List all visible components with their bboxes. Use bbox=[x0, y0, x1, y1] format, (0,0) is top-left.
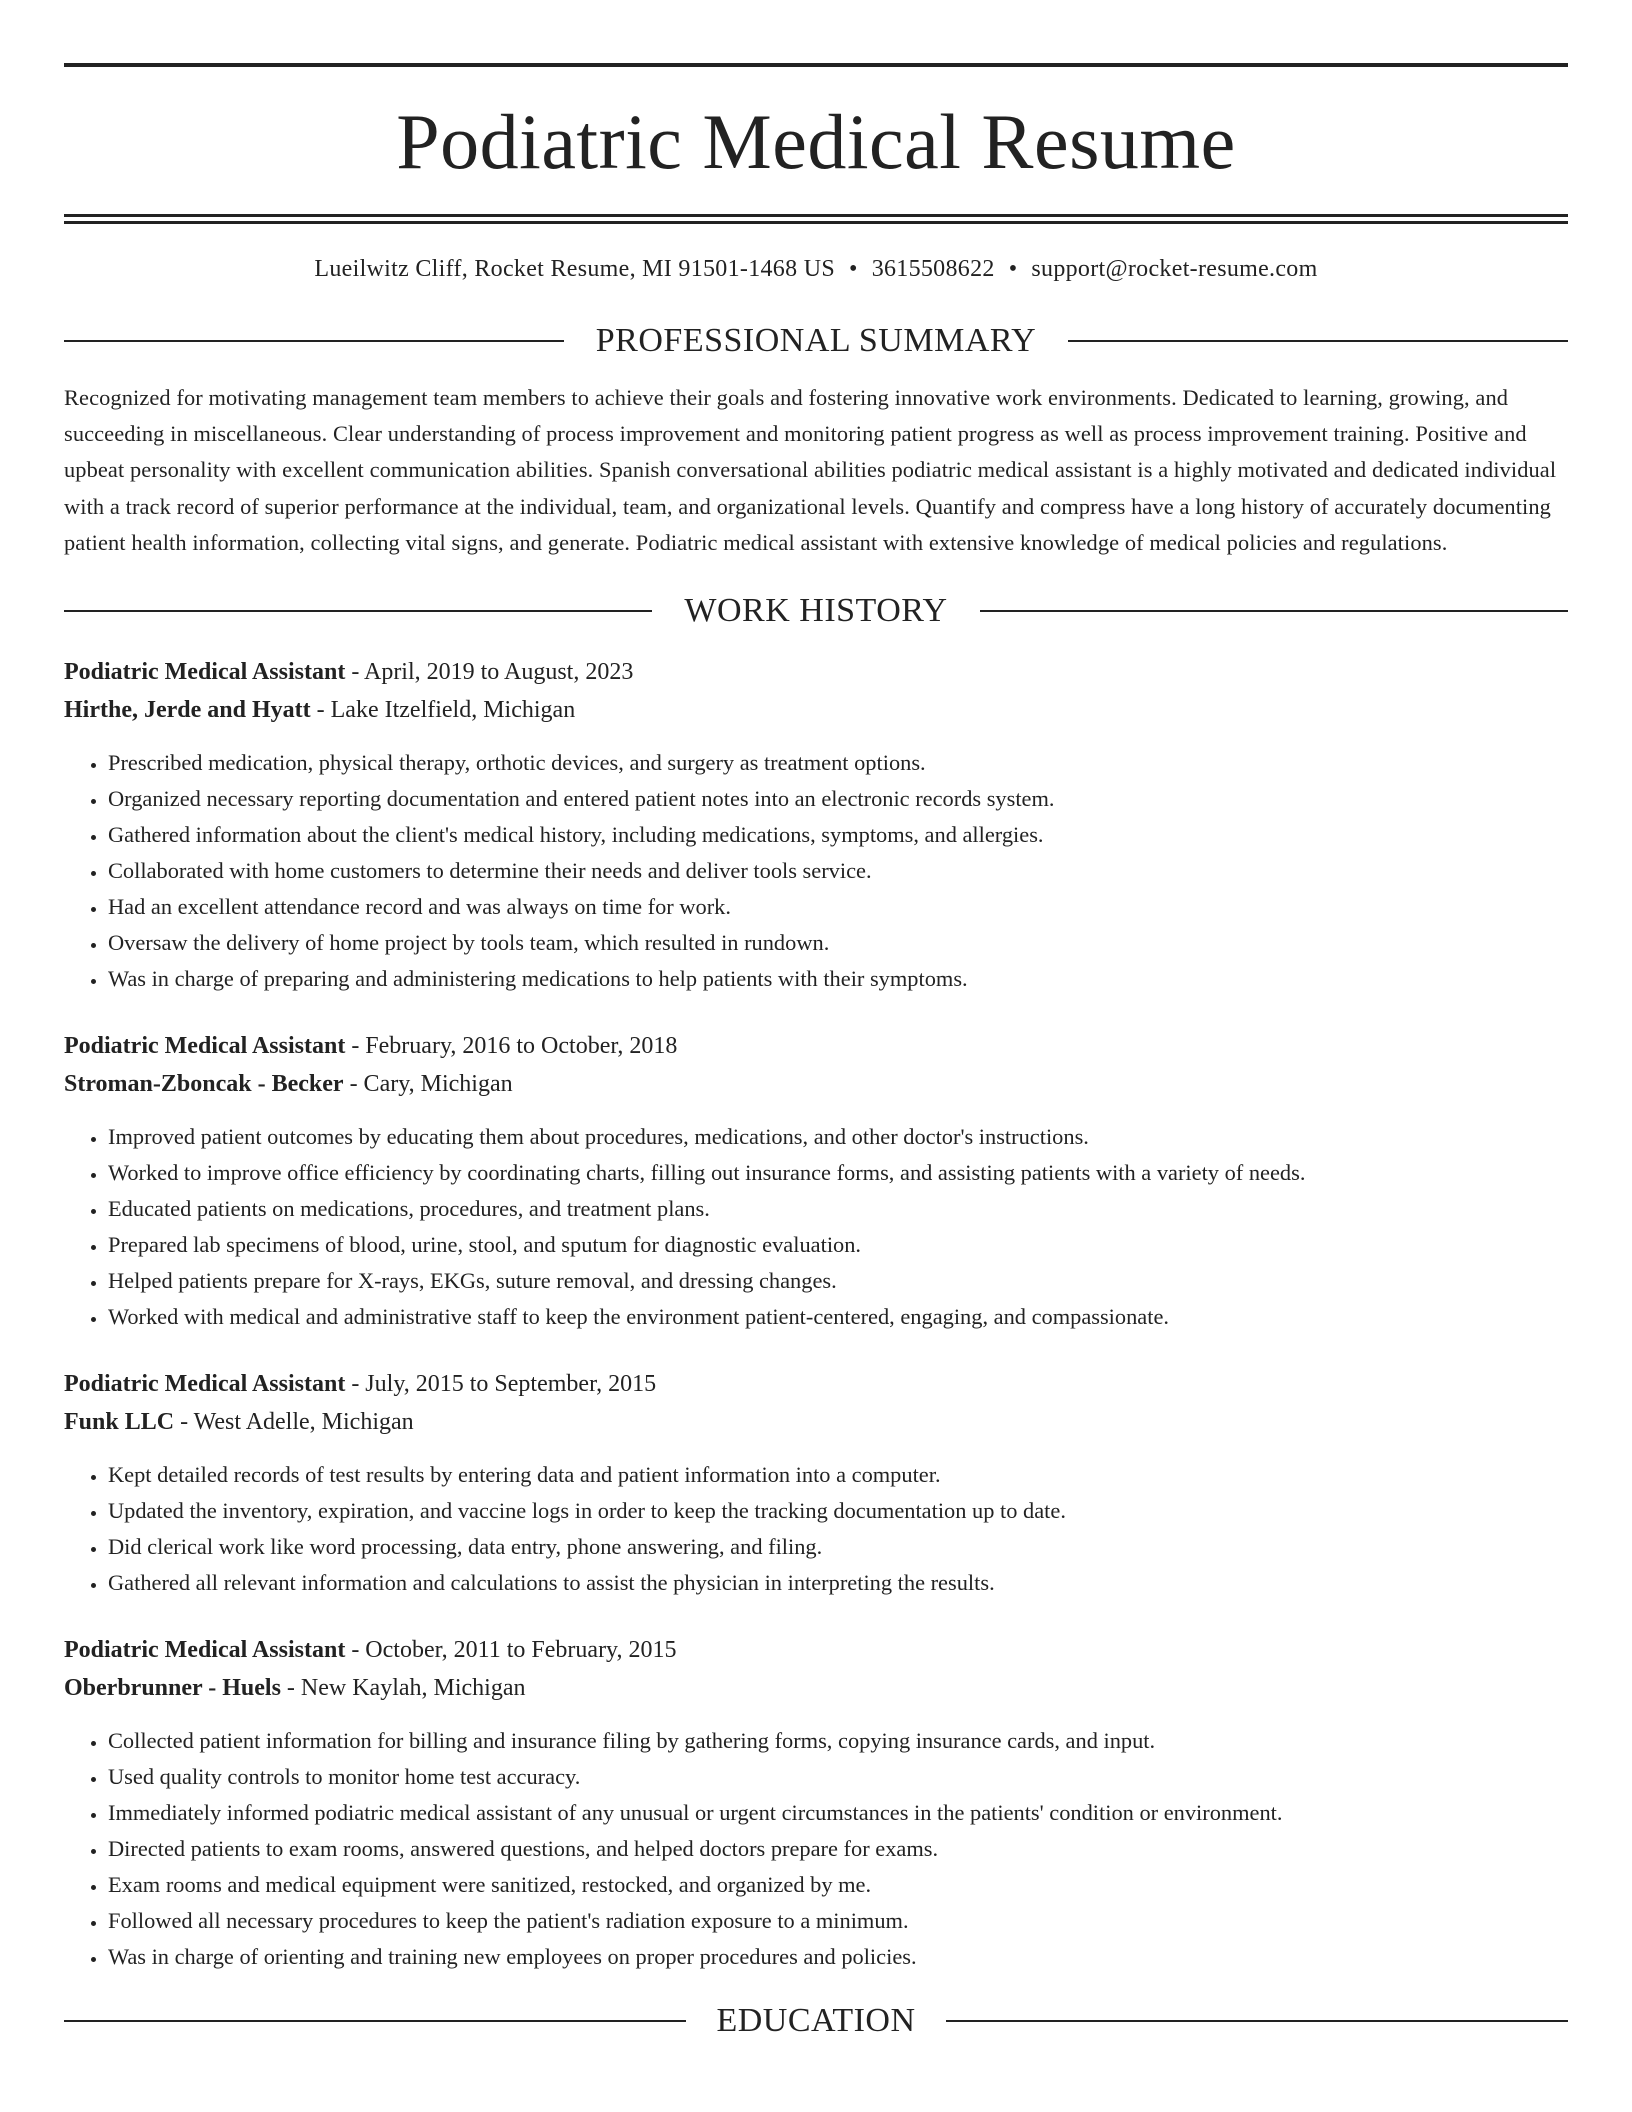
job-bullet: • Followed all necessary procedures to keep the patient's radiation exposure to a minimum. bbox=[108, 1903, 1568, 1939]
work-history-list bbox=[64, 653, 1568, 1975]
section-heading-work-history bbox=[64, 589, 1568, 633]
job-bullet: • Helped patients prepare for X-rays, EKGs, suture removal, and dressing changes. bbox=[108, 1263, 1568, 1299]
section-title: EDUCATION bbox=[716, 2002, 916, 2040]
job-title-line bbox=[64, 1365, 1568, 1403]
heading-rule bbox=[946, 2020, 1568, 2022]
job-location: - Cary, Michigan bbox=[343, 1071, 513, 1098]
job-entry bbox=[64, 653, 1568, 997]
job-bullet: • Gathered information about the client's medical history, including medications, symptoms, and allergies. bbox=[108, 817, 1568, 853]
contact-line bbox=[64, 254, 1568, 284]
job-company: Hirthe, Jerde and Hyatt bbox=[64, 697, 311, 724]
job-location: - Lake Itzelfield, Michigan bbox=[310, 697, 576, 724]
job-bullet-list bbox=[64, 745, 1568, 997]
heading-rule bbox=[980, 610, 1568, 612]
job-location: - New Kaylah, Michigan bbox=[280, 1675, 526, 1702]
job-company-line bbox=[64, 691, 1568, 729]
title-double-rule bbox=[64, 214, 1568, 224]
job-entry bbox=[64, 1631, 1568, 1975]
job-title-line bbox=[64, 1027, 1568, 1065]
job-company: Stroman-Zboncak - Becker bbox=[64, 1071, 344, 1098]
job-title: Podiatric Medical Assistant bbox=[64, 1371, 346, 1398]
section-heading-education bbox=[64, 1999, 1568, 2043]
job-title: Podiatric Medical Assistant bbox=[64, 1033, 346, 1060]
job-bullet: • Was in charge of orienting and training new employees on proper procedures and policies. bbox=[108, 1939, 1568, 1975]
contact-phone: 3615508622 bbox=[871, 256, 995, 282]
job-bullet: • Collected patient information for billing and insurance filing by gathering forms, copying insurance cards, and input. bbox=[108, 1723, 1568, 1759]
resume-title: Podiatric Medical Resume bbox=[396, 98, 1236, 185]
job-entry bbox=[64, 1027, 1568, 1335]
job-bullet: • Improved patient outcomes by educating them about procedures, medications, and other doctor's instructions. bbox=[108, 1119, 1568, 1155]
job-dates: - October, 2011 to February, 2015 bbox=[345, 1637, 677, 1664]
job-title-line bbox=[64, 1631, 1568, 1669]
job-entry bbox=[64, 1365, 1568, 1601]
top-rule bbox=[64, 63, 1568, 67]
contact-separator: • bbox=[1008, 256, 1018, 282]
job-bullet: • Organized necessary reporting documentation and entered patient notes into an electronic records system. bbox=[108, 781, 1568, 817]
section-heading-summary bbox=[64, 319, 1568, 363]
job-bullet: • Did clerical work like word processing, data entry, phone answering, and filing. bbox=[108, 1529, 1568, 1565]
contact-address: Lueilwitz Cliff, Rocket Resume, MI 91501-1468 US bbox=[314, 256, 835, 282]
job-company-line bbox=[64, 1669, 1568, 1707]
job-bullet: • Prepared lab specimens of blood, urine, stool, and sputum for diagnostic evaluation. bbox=[108, 1227, 1568, 1263]
job-bullet: • Prescribed medication, physical therapy, orthotic devices, and surgery as treatment options. bbox=[108, 745, 1568, 781]
heading-rule bbox=[64, 610, 652, 612]
job-bullet-list bbox=[64, 1119, 1568, 1335]
job-dates: - July, 2015 to September, 2015 bbox=[345, 1371, 657, 1398]
job-bullet: • Directed patients to exam rooms, answered questions, and helped doctors prepare for exams. bbox=[108, 1831, 1568, 1867]
job-bullet-list bbox=[64, 1457, 1568, 1601]
job-title-line bbox=[64, 653, 1568, 691]
job-bullet: • Kept detailed records of test results by entering data and patient information into a computer. bbox=[108, 1457, 1568, 1493]
job-company: Oberbrunner - Huels bbox=[64, 1675, 281, 1702]
heading-rule bbox=[64, 2020, 686, 2022]
job-bullet: • Gathered all relevant information and calculations to assist the physician in interpreting the results. bbox=[108, 1565, 1568, 1601]
job-company-line bbox=[64, 1065, 1568, 1103]
job-bullet: • Immediately informed podiatric medical assistant of any unusual or urgent circumstances in the patients' condition or environment. bbox=[108, 1795, 1568, 1831]
job-bullet: • Collaborated with home customers to determine their needs and deliver tools service. bbox=[108, 853, 1568, 889]
resume-page bbox=[64, 0, 1568, 2043]
job-title: Podiatric Medical Assistant bbox=[64, 1637, 346, 1664]
job-location: - West Adelle, Michigan bbox=[174, 1409, 414, 1436]
job-bullet-list bbox=[64, 1723, 1568, 1975]
job-bullet: • Used quality controls to monitor home test accuracy. bbox=[108, 1759, 1568, 1795]
job-bullet: • Educated patients on medications, procedures, and treatment plans. bbox=[108, 1191, 1568, 1227]
job-bullet: • Worked to improve office efficiency by coordinating charts, filling out insurance forms, and assisting patients with a variety of needs. bbox=[108, 1155, 1568, 1191]
job-bullet: • Was in charge of preparing and administering medications to help patients with their symptoms. bbox=[108, 961, 1568, 997]
job-bullet: • Had an excellent attendance record and was always on time for work. bbox=[108, 889, 1568, 925]
contact-separator: • bbox=[848, 256, 858, 282]
summary-paragraph: Recognized for motivating management team members to achieve their goals and fostering innovative work environments. Dedicated to learning, growing, and succeeding in miscellaneous. Clear understanding of process improvement and monitoring patient progress as well as process improvement training. Positive and upbeat personality with excellent communication abilities. Spanish conversational abilities podiatric medical assistant is a highly motivated and dedicated individual with a track record of superior performance at the individual, team, and organizational levels. Quantify and compress have a long history of accurately documenting patient health information, collecting vital signs, and generate. Podiatric medical assistant with extensive knowledge of medical policies and regulations. bbox=[64, 385, 1557, 555]
job-dates: - April, 2019 to August, 2023 bbox=[345, 659, 634, 686]
heading-rule bbox=[1068, 340, 1568, 342]
job-bullet: • Updated the inventory, expiration, and vaccine logs in order to keep the tracking documentation up to date. bbox=[108, 1493, 1568, 1529]
section-title: PROFESSIONAL SUMMARY bbox=[595, 322, 1037, 359]
job-title: Podiatric Medical Assistant bbox=[64, 659, 346, 686]
section-title: WORK HISTORY bbox=[684, 592, 948, 630]
job-bullet: • Exam rooms and medical equipment were sanitized, restocked, and organized by me. bbox=[108, 1867, 1568, 1903]
contact-email: support@rocket-resume.com bbox=[1031, 256, 1318, 282]
heading-rule bbox=[64, 340, 564, 342]
job-company: Funk LLC bbox=[64, 1409, 175, 1436]
job-company-line bbox=[64, 1403, 1568, 1441]
job-dates: - February, 2016 to October, 2018 bbox=[345, 1033, 678, 1060]
job-bullet: • Worked with medical and administrative staff to keep the environment patient-centered, engaging, and compassionate. bbox=[108, 1299, 1568, 1335]
job-bullet: • Oversaw the delivery of home project by tools team, which resulted in rundown. bbox=[108, 925, 1568, 961]
